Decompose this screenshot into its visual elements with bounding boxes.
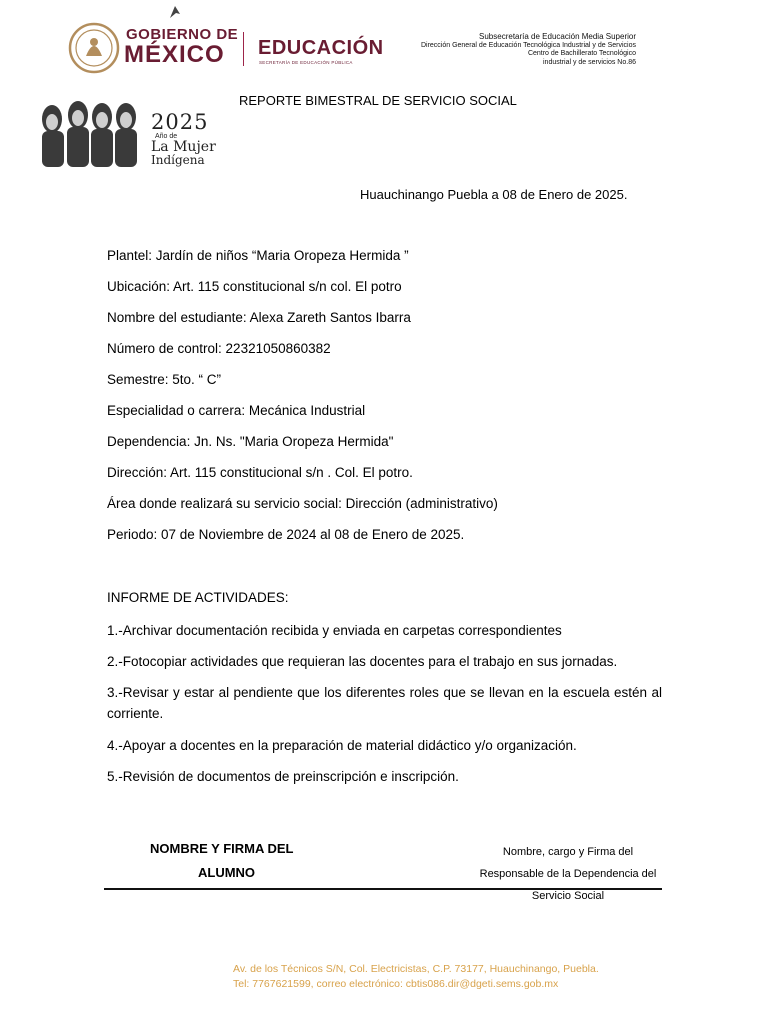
activity-item: 1.-Archivar documentación recibida y enviada en carpetas correspondientes bbox=[107, 623, 562, 638]
activity-item: 5.-Revisión de documentos de preinscripción e inscripción. bbox=[107, 769, 459, 784]
field-direccion: Dirección: Art. 115 constitucional s/n . Col. El potro. bbox=[107, 465, 413, 480]
institution-line: Dirección General de Educación Tecnológica Industrial y de Servicios bbox=[420, 41, 636, 49]
mexico-text: MÉXICO bbox=[124, 41, 225, 68]
gobierno-text: GOBIERNO DE bbox=[126, 26, 239, 43]
footer-contact bbox=[233, 962, 599, 992]
field-estudiante: Nombre del estudiante: Alexa Zareth Santos Ibarra bbox=[107, 310, 411, 325]
badge-line2: La Mujer bbox=[151, 139, 216, 155]
signature-label-line: Servicio Social bbox=[531, 890, 605, 902]
activity-item: 3.-Revisar y estar al pendiente que los diferentes roles que se llevan en la escuela estén al corriente. bbox=[107, 685, 662, 721]
field-area: Área donde realizará su servicio social: Dirección (administrativo) bbox=[107, 496, 498, 511]
educacion-subtitle: SECRETARÍA DE EDUCACIÓN PÚBLICA bbox=[259, 60, 353, 65]
institution-line: Subsecretaría de Educación Media Superior bbox=[479, 32, 636, 41]
institution-header bbox=[421, 33, 636, 67]
field-numero-control: Número de control: 22321050860382 bbox=[107, 341, 331, 356]
field-dependencia: Dependencia: Jn. Ns. "Maria Oropeza Hermida" bbox=[107, 434, 394, 449]
field-plantel: Plantel: Jardín de niños “Maria Oropeza Hermida ” bbox=[107, 248, 409, 263]
educacion-title: EDUCACIÓN bbox=[258, 37, 384, 59]
header-divider bbox=[243, 32, 244, 66]
badge-year: 2025 bbox=[151, 110, 209, 134]
footer-address: Av. de los Técnicos S/N, Col. Electricistas, C.P. 73177, Huauchinango, Puebla. bbox=[233, 963, 599, 975]
institution-line: industrial y de servicios No.86 bbox=[543, 58, 636, 66]
activities-heading: INFORME DE ACTIVIDADES: bbox=[107, 590, 289, 605]
badge-line1: Año de bbox=[155, 133, 178, 140]
activity-item: 2.-Fotocopiar actividades que requieran las docentes para el trabajo en sus jornadas. bbox=[107, 654, 618, 669]
institution-line: Centro de Bachillerato Tecnológico bbox=[527, 50, 636, 57]
signature-label-line: Responsable de la Dependencia del bbox=[479, 868, 657, 880]
signature-line bbox=[104, 888, 662, 890]
signature-label-line: Nombre, cargo y Firma del bbox=[502, 846, 634, 858]
place-date: Huauchinango Puebla a 08 de Enero de 2025. bbox=[360, 187, 628, 202]
footer-phone-email: Tel: 7767621599, correo electrónico: cbtis086.dir@dgeti.sems.gob.mx bbox=[233, 978, 559, 990]
bird-icon bbox=[168, 4, 182, 20]
badge-line3: Indígena bbox=[151, 153, 205, 167]
activity-item: 4.-Apoyar a docentes en la preparación de material didáctico y/o organización. bbox=[107, 738, 577, 753]
student-signature-label bbox=[150, 837, 294, 885]
signature-label-line: ALUMNO bbox=[198, 865, 256, 880]
indigenous-women-illustration bbox=[36, 95, 142, 167]
report-title: REPORTE BIMESTRAL DE SERVICIO SOCIAL bbox=[239, 93, 517, 108]
field-semestre: Semestre: 5to. “ C” bbox=[107, 372, 222, 387]
field-periodo: Periodo: 07 de Noviembre de 2024 al 08 de Enero de 2025. bbox=[107, 527, 465, 542]
signature-label-line: NOMBRE Y FIRMA DEL bbox=[150, 841, 294, 856]
mexico-emblem-icon bbox=[68, 20, 120, 76]
field-especialidad: Especialidad o carrera: Mecánica Industrial bbox=[107, 403, 366, 418]
field-ubicacion: Ubicación: Art. 115 constitucional s/n col. El potro bbox=[107, 279, 402, 294]
responsible-signature-label bbox=[462, 841, 674, 907]
